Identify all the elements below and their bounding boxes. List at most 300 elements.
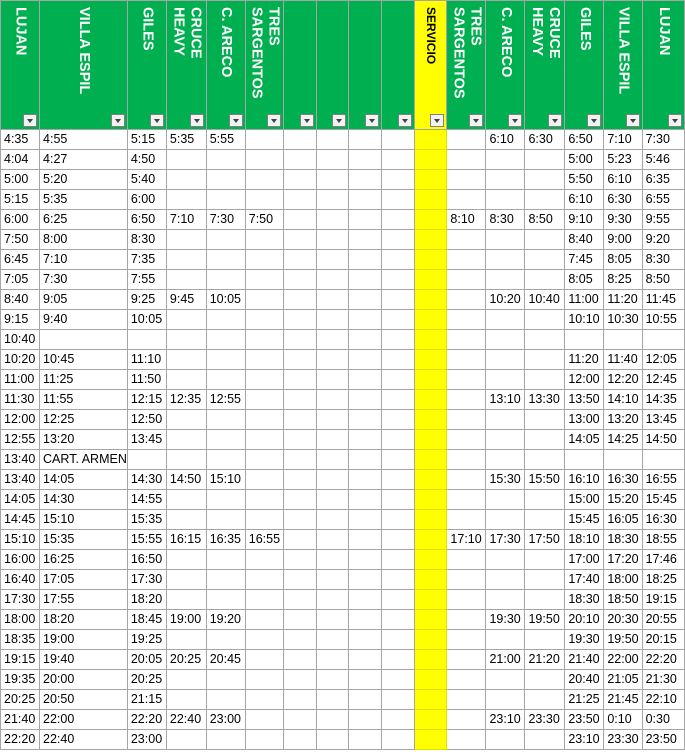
table-cell[interactable] [245,450,283,470]
table-cell[interactable] [283,230,316,250]
table-cell[interactable] [166,550,206,570]
table-cell[interactable] [382,130,415,150]
table-cell[interactable] [245,430,283,450]
table-cell[interactable] [447,510,486,530]
table-cell[interactable] [166,490,206,510]
table-cell[interactable] [486,630,525,650]
table-cell[interactable] [525,490,565,510]
table-cell[interactable] [349,310,382,330]
table-cell[interactable] [283,130,316,150]
table-cell[interactable]: 19:30 [565,630,604,650]
table-cell[interactable] [525,330,565,350]
table-cell[interactable] [447,490,486,510]
table-cell[interactable]: 13:50 [565,390,604,410]
table-cell[interactable] [447,190,486,210]
table-cell[interactable] [316,390,349,410]
table-cell[interactable]: 16:40 [1,570,40,590]
table-cell[interactable] [414,390,447,410]
table-cell[interactable] [206,410,245,430]
table-cell[interactable] [283,510,316,530]
table-cell[interactable] [316,210,349,230]
table-cell[interactable]: 23:00 [127,730,166,750]
table-cell[interactable]: 11:20 [604,290,642,310]
table-cell[interactable] [382,430,415,450]
table-cell[interactable] [382,230,415,250]
table-cell[interactable] [245,270,283,290]
table-cell[interactable] [447,590,486,610]
filter-dropdown-button[interactable] [668,114,682,127]
table-cell[interactable] [283,630,316,650]
table-cell[interactable] [382,270,415,290]
table-cell[interactable]: 14:25 [604,430,642,450]
table-cell[interactable]: 10:20 [486,290,525,310]
table-cell[interactable] [245,170,283,190]
table-cell[interactable]: 19:35 [1,670,40,690]
table-cell[interactable] [414,130,447,150]
table-cell[interactable] [447,550,486,570]
table-cell[interactable] [349,630,382,650]
table-cell[interactable] [382,530,415,550]
table-cell[interactable] [414,510,447,530]
table-cell[interactable] [316,490,349,510]
table-cell[interactable]: 21:45 [604,690,642,710]
table-cell[interactable] [382,410,415,430]
table-cell[interactable]: 23:10 [486,710,525,730]
table-cell[interactable] [316,710,349,730]
table-cell[interactable] [382,490,415,510]
table-cell[interactable]: 10:55 [642,310,684,330]
table-cell[interactable]: 6:30 [525,130,565,150]
table-cell[interactable] [486,690,525,710]
table-cell[interactable] [382,670,415,690]
table-cell[interactable] [349,530,382,550]
table-cell[interactable]: 11:55 [40,390,128,410]
table-cell[interactable]: 18:20 [40,610,128,630]
table-cell[interactable]: 9:00 [604,230,642,250]
table-cell[interactable] [206,350,245,370]
table-cell[interactable]: 8:25 [604,270,642,290]
table-cell[interactable]: 9:05 [40,290,128,310]
table-cell[interactable]: 11:20 [565,350,604,370]
table-cell[interactable] [414,570,447,590]
table-cell[interactable]: 22:20 [642,650,684,670]
table-cell[interactable]: 5:15 [127,130,166,150]
table-cell[interactable]: 23:10 [565,730,604,750]
table-cell[interactable] [414,290,447,310]
table-cell[interactable] [525,170,565,190]
table-cell[interactable]: 9:25 [127,290,166,310]
table-cell[interactable] [525,430,565,450]
table-cell[interactable] [245,710,283,730]
table-cell[interactable] [525,510,565,530]
table-cell[interactable] [486,410,525,430]
filter-dropdown-button[interactable] [332,114,346,127]
table-cell[interactable] [166,250,206,270]
table-cell[interactable]: 23:30 [525,710,565,730]
table-cell[interactable] [414,690,447,710]
table-cell[interactable]: 9:10 [565,210,604,230]
table-cell[interactable]: 15:10 [206,470,245,490]
table-cell[interactable] [316,350,349,370]
table-cell[interactable]: 8:00 [40,230,128,250]
table-cell[interactable]: 4:04 [1,150,40,170]
table-cell[interactable]: 19:25 [127,630,166,650]
table-cell[interactable]: 10:05 [206,290,245,310]
table-cell[interactable] [206,570,245,590]
table-cell[interactable] [447,650,486,670]
table-cell[interactable] [447,130,486,150]
table-cell[interactable]: 13:20 [604,410,642,430]
table-cell[interactable] [206,690,245,710]
table-cell[interactable]: 23:30 [604,730,642,750]
table-cell[interactable]: 18:00 [604,570,642,590]
table-cell[interactable]: 7:30 [642,130,684,150]
table-cell[interactable] [166,370,206,390]
table-cell[interactable] [382,710,415,730]
table-cell[interactable] [486,570,525,590]
table-cell[interactable] [245,610,283,630]
table-cell[interactable]: 5:00 [565,150,604,170]
table-cell[interactable] [382,170,415,190]
table-cell[interactable] [382,310,415,330]
table-cell[interactable]: 6:50 [127,210,166,230]
table-cell[interactable] [447,690,486,710]
table-cell[interactable]: 19:20 [206,610,245,630]
table-cell[interactable] [414,370,447,390]
table-cell[interactable] [206,150,245,170]
table-cell[interactable] [349,490,382,510]
table-cell[interactable] [166,430,206,450]
table-cell[interactable] [349,730,382,750]
table-cell[interactable]: 19:15 [1,650,40,670]
table-cell[interactable] [414,730,447,750]
table-cell[interactable]: 17:50 [525,530,565,550]
table-cell[interactable] [349,510,382,530]
table-cell[interactable] [486,490,525,510]
table-cell[interactable] [349,130,382,150]
table-cell[interactable] [382,150,415,170]
table-cell[interactable] [206,230,245,250]
table-cell[interactable] [349,470,382,490]
table-cell[interactable] [245,410,283,430]
table-cell[interactable] [166,590,206,610]
filter-dropdown-button[interactable] [300,114,314,127]
table-cell[interactable]: 19:30 [486,610,525,630]
table-cell[interactable]: 17:10 [447,530,486,550]
table-cell[interactable]: 15:10 [40,510,128,530]
table-cell[interactable] [382,630,415,650]
table-cell[interactable] [166,230,206,250]
table-cell[interactable]: 5:00 [1,170,40,190]
table-cell[interactable]: 7:30 [206,210,245,230]
table-cell[interactable] [245,390,283,410]
table-cell[interactable]: 20:40 [565,670,604,690]
table-cell[interactable] [349,550,382,570]
table-cell[interactable] [447,250,486,270]
table-cell[interactable]: 20:25 [166,650,206,670]
table-cell[interactable]: 15:35 [127,510,166,530]
table-cell[interactable]: 21:40 [1,710,40,730]
table-cell[interactable]: 17:55 [40,590,128,610]
table-cell[interactable] [349,390,382,410]
table-cell[interactable] [525,350,565,370]
table-cell[interactable]: 12:25 [40,410,128,430]
filter-dropdown-button[interactable] [23,114,37,127]
table-cell[interactable] [525,230,565,250]
table-cell[interactable] [349,710,382,730]
table-cell[interactable]: 9:20 [642,230,684,250]
table-cell[interactable]: 13:40 [1,450,40,470]
table-cell[interactable] [447,430,486,450]
table-cell[interactable] [447,270,486,290]
table-cell[interactable]: 14:05 [40,470,128,490]
table-cell[interactable] [245,690,283,710]
table-cell[interactable]: 4:55 [40,130,128,150]
table-cell[interactable]: 12:15 [127,390,166,410]
table-cell[interactable]: 12:00 [565,370,604,390]
table-cell[interactable] [283,490,316,510]
table-cell[interactable]: 8:05 [604,250,642,270]
table-cell[interactable]: 11:30 [1,390,40,410]
table-cell[interactable]: 11:00 [1,370,40,390]
table-cell[interactable]: 6:25 [40,210,128,230]
table-cell[interactable] [206,270,245,290]
table-cell[interactable] [414,670,447,690]
table-cell[interactable] [316,290,349,310]
table-cell[interactable] [245,150,283,170]
table-cell[interactable] [283,350,316,370]
table-cell[interactable]: 9:55 [642,210,684,230]
table-cell[interactable] [525,730,565,750]
table-cell[interactable]: 18:30 [565,590,604,610]
table-cell[interactable]: 20:15 [642,630,684,650]
table-cell[interactable]: 10:40 [1,330,40,350]
table-cell[interactable] [349,610,382,630]
table-cell[interactable]: 15:30 [486,470,525,490]
table-cell[interactable]: 16:25 [40,550,128,570]
table-cell[interactable]: 12:35 [166,390,206,410]
table-cell[interactable] [245,470,283,490]
table-cell[interactable] [316,630,349,650]
table-cell[interactable] [382,690,415,710]
table-cell[interactable] [382,510,415,530]
filter-dropdown-button[interactable] [398,114,412,127]
table-cell[interactable]: 16:10 [565,470,604,490]
table-cell[interactable] [414,410,447,430]
table-cell[interactable]: 6:00 [127,190,166,210]
table-cell[interactable] [206,330,245,350]
table-cell[interactable]: 20:05 [127,650,166,670]
table-cell[interactable] [414,530,447,550]
table-cell[interactable]: 12:45 [642,370,684,390]
table-cell[interactable]: 16:55 [245,530,283,550]
table-cell[interactable] [316,250,349,270]
table-cell[interactable] [525,690,565,710]
table-cell[interactable] [316,690,349,710]
table-cell[interactable]: 7:10 [604,130,642,150]
table-cell[interactable]: 22:00 [604,650,642,670]
table-cell[interactable] [283,590,316,610]
table-cell[interactable] [316,270,349,290]
table-cell[interactable] [316,590,349,610]
table-cell[interactable] [206,490,245,510]
filter-dropdown-button[interactable] [111,114,125,127]
table-cell[interactable] [245,310,283,330]
table-cell[interactable] [283,430,316,450]
table-cell[interactable]: 6:45 [1,250,40,270]
table-cell[interactable] [525,410,565,430]
table-cell[interactable]: 14:05 [565,430,604,450]
table-cell[interactable]: 14:30 [40,490,128,510]
table-cell[interactable] [349,190,382,210]
table-cell[interactable] [206,310,245,330]
table-cell[interactable] [414,250,447,270]
table-cell[interactable] [349,450,382,470]
table-cell[interactable] [447,230,486,250]
table-cell[interactable]: 19:00 [166,610,206,630]
table-cell[interactable] [316,230,349,250]
table-cell[interactable] [382,570,415,590]
table-cell[interactable] [447,730,486,750]
table-cell[interactable] [166,510,206,530]
table-cell[interactable] [40,330,128,350]
table-cell[interactable] [486,550,525,570]
table-cell[interactable] [486,430,525,450]
table-cell[interactable] [206,190,245,210]
table-cell[interactable]: 8:40 [565,230,604,250]
table-cell[interactable] [166,350,206,370]
table-cell[interactable] [525,670,565,690]
table-cell[interactable] [316,550,349,570]
table-cell[interactable]: 8:50 [525,210,565,230]
table-cell[interactable] [206,630,245,650]
table-cell[interactable]: 10:45 [40,350,128,370]
table-cell[interactable] [283,410,316,430]
table-cell[interactable]: 6:30 [604,190,642,210]
table-cell[interactable] [486,230,525,250]
table-cell[interactable] [283,570,316,590]
table-cell[interactable]: 20:30 [604,610,642,630]
table-cell[interactable]: 8:30 [486,210,525,230]
table-cell[interactable]: 16:50 [127,550,166,570]
table-cell[interactable] [283,670,316,690]
table-cell[interactable] [349,430,382,450]
table-cell[interactable] [166,690,206,710]
table-cell[interactable]: 23:50 [565,710,604,730]
table-cell[interactable] [414,330,447,350]
table-cell[interactable]: 18:50 [604,590,642,610]
table-cell[interactable] [349,670,382,690]
table-cell[interactable]: 7:30 [40,270,128,290]
table-cell[interactable] [414,650,447,670]
table-cell[interactable] [283,550,316,570]
table-cell[interactable] [447,330,486,350]
table-cell[interactable]: 21:25 [565,690,604,710]
table-cell[interactable]: 12:55 [1,430,40,450]
table-cell[interactable] [414,590,447,610]
table-cell[interactable] [414,350,447,370]
table-cell[interactable]: 20:10 [565,610,604,630]
table-cell[interactable]: 11:10 [127,350,166,370]
table-cell[interactable]: 18:55 [642,530,684,550]
table-cell[interactable] [245,350,283,370]
table-cell[interactable] [245,190,283,210]
table-cell[interactable]: 15:10 [1,530,40,550]
table-cell[interactable] [283,210,316,230]
table-cell[interactable]: 12:00 [1,410,40,430]
table-cell[interactable] [316,510,349,530]
filter-dropdown-button[interactable] [267,114,281,127]
table-cell[interactable] [316,730,349,750]
table-cell[interactable] [525,630,565,650]
table-cell[interactable]: 12:05 [642,350,684,370]
table-cell[interactable] [166,570,206,590]
table-cell[interactable] [206,170,245,190]
table-cell[interactable] [414,170,447,190]
table-cell[interactable]: 13:45 [642,410,684,430]
table-cell[interactable]: 0:10 [604,710,642,730]
table-cell[interactable] [283,390,316,410]
table-cell[interactable]: 14:05 [1,490,40,510]
table-cell[interactable] [349,690,382,710]
table-cell[interactable] [414,490,447,510]
table-cell[interactable] [525,250,565,270]
table-cell[interactable]: 21:20 [525,650,565,670]
table-cell[interactable] [486,730,525,750]
table-cell[interactable] [382,250,415,270]
table-cell[interactable]: 12:55 [206,390,245,410]
table-cell[interactable] [525,570,565,590]
table-cell[interactable]: 6:35 [642,170,684,190]
table-cell[interactable]: 10:30 [604,310,642,330]
table-cell[interactable] [414,470,447,490]
table-cell[interactable]: 16:35 [206,530,245,550]
table-cell[interactable]: 7:10 [166,210,206,230]
table-cell[interactable] [349,210,382,230]
table-cell[interactable]: 15:45 [565,510,604,530]
table-cell[interactable]: 17:40 [565,570,604,590]
table-cell[interactable]: 7:55 [127,270,166,290]
table-cell[interactable] [349,570,382,590]
table-cell[interactable]: 19:50 [525,610,565,630]
table-cell[interactable]: 16:00 [1,550,40,570]
table-cell[interactable]: 20:00 [40,670,128,690]
table-cell[interactable] [206,250,245,270]
table-cell[interactable] [382,590,415,610]
table-cell[interactable]: 6:00 [1,210,40,230]
table-cell[interactable] [127,450,166,470]
table-cell[interactable] [316,190,349,210]
table-cell[interactable] [382,210,415,230]
table-cell[interactable]: 16:30 [604,470,642,490]
table-cell[interactable] [382,290,415,310]
filter-dropdown-button[interactable] [469,114,483,127]
table-cell[interactable] [316,170,349,190]
table-cell[interactable]: 16:05 [604,510,642,530]
table-cell[interactable] [206,670,245,690]
table-cell[interactable]: 5:35 [166,130,206,150]
table-cell[interactable]: 16:30 [642,510,684,530]
table-cell[interactable]: 8:05 [565,270,604,290]
table-cell[interactable] [486,510,525,530]
table-cell[interactable] [316,450,349,470]
table-cell[interactable] [283,610,316,630]
table-cell[interactable] [349,270,382,290]
filter-dropdown-button[interactable] [229,114,243,127]
table-cell[interactable]: 21:00 [486,650,525,670]
table-cell[interactable] [245,250,283,270]
table-cell[interactable] [525,590,565,610]
